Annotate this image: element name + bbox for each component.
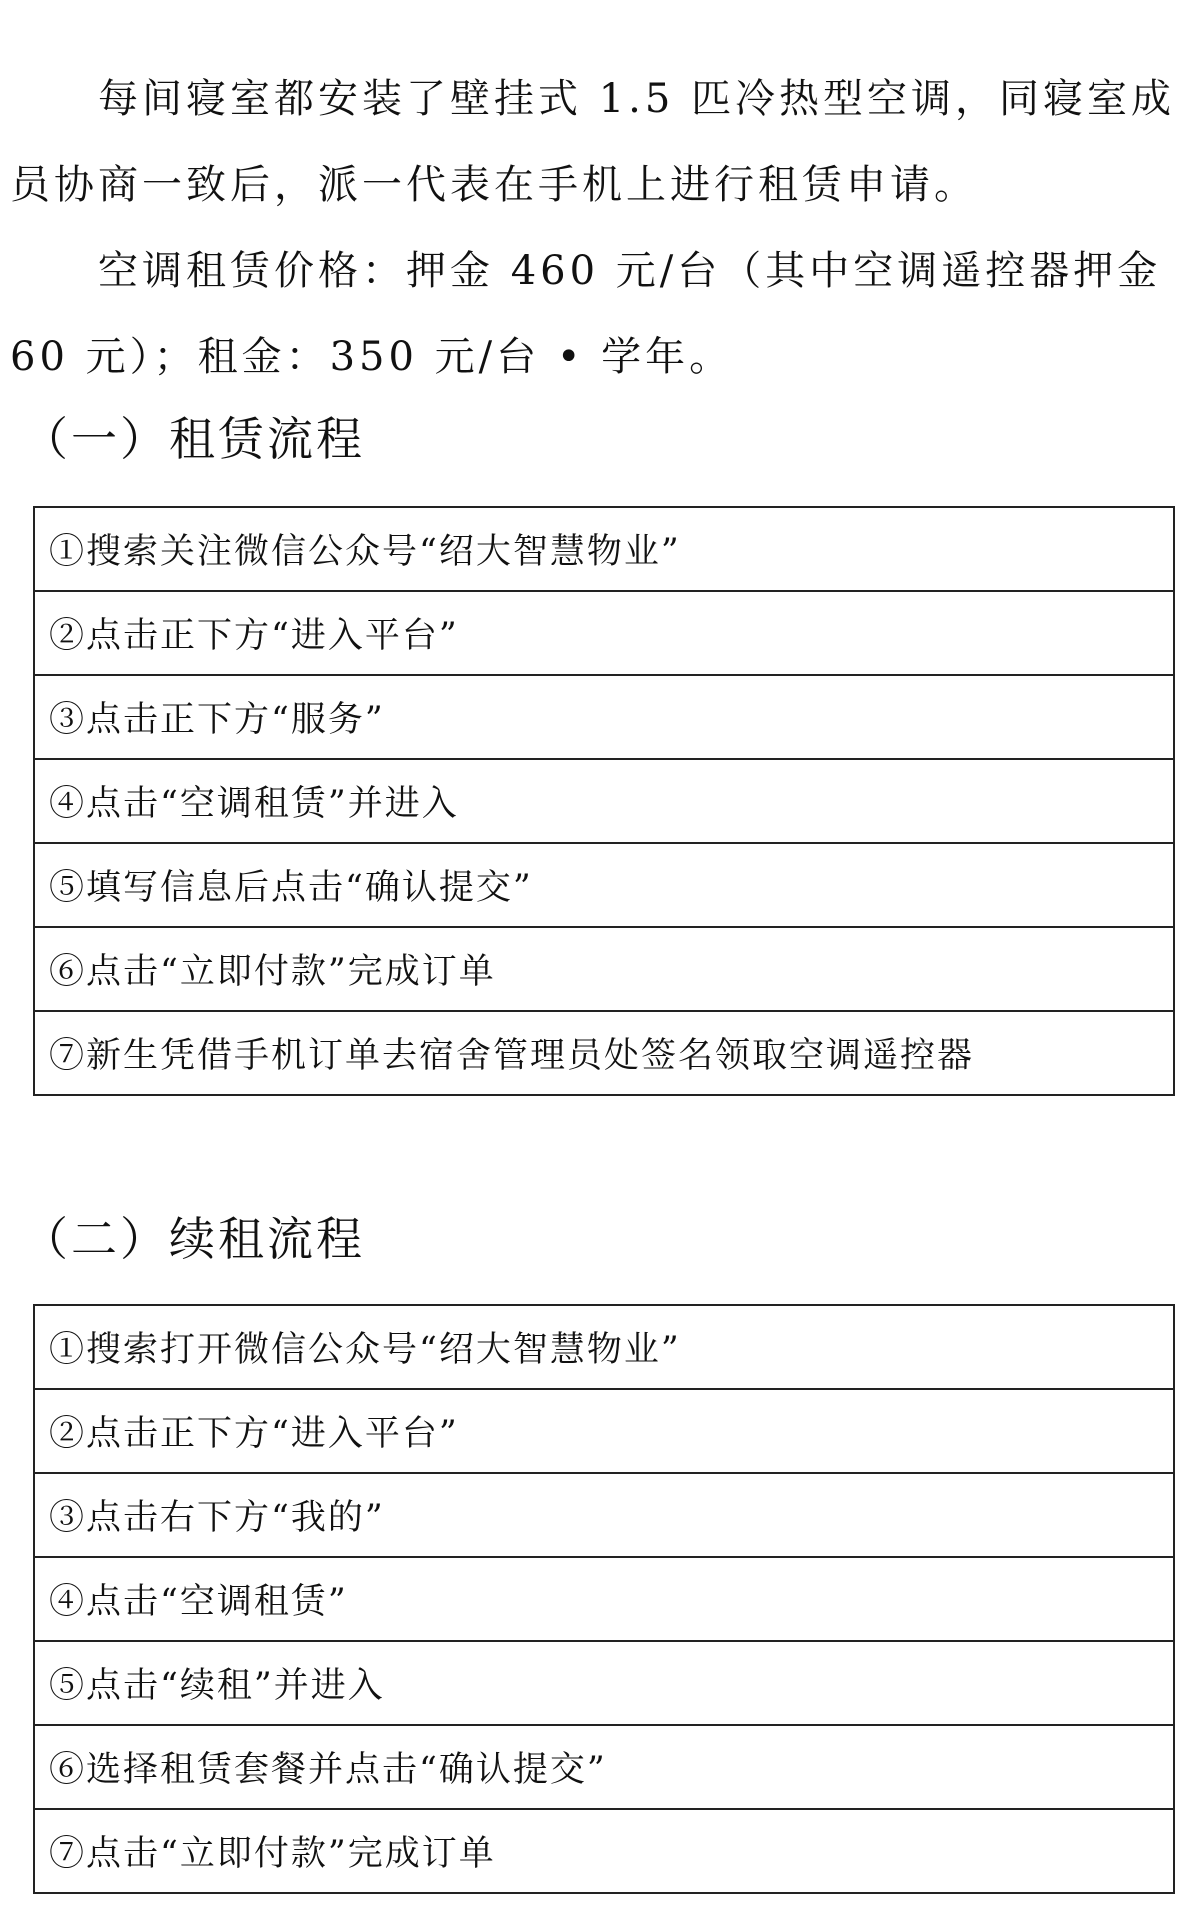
- intro-paragraph-installation: [10, 56, 1190, 228]
- table-row: [34, 591, 1174, 675]
- table-row: [34, 1641, 1174, 1725]
- renewal-step-4: ④点击“空调租赁”: [34, 1557, 1174, 1641]
- table-row: [34, 1557, 1174, 1641]
- renewal-process-heading: （二）续租流程: [22, 1212, 365, 1266]
- table-row: [34, 1389, 1174, 1473]
- rental-step-4: ④点击“空调租赁”并进入: [34, 759, 1174, 843]
- rental-process-heading: （一）租赁流程: [22, 412, 365, 466]
- renewal-step-5: ⑤点击“续租”并进入: [34, 1641, 1174, 1725]
- rental-step-5: ⑤填写信息后点击“确认提交”: [34, 843, 1174, 927]
- renewal-step-1: ①搜索打开微信公众号“绍大智慧物业”: [49, 1330, 681, 1370]
- table-row: [34, 1305, 1174, 1389]
- table-row: [34, 1725, 1174, 1809]
- rental-step-6: ⑥点击“立即付款”完成订单: [34, 927, 1174, 1011]
- rental-step-7: ⑦新生凭借手机订单去宿舍管理员处签名领取空调遥控器: [34, 1011, 1174, 1095]
- rental-steps-table: [33, 506, 1175, 1096]
- table-row: [34, 927, 1174, 1011]
- table-row: [34, 759, 1174, 843]
- renewal-step-3: ③点击右下方“我的”: [34, 1473, 1174, 1557]
- intro-paragraph-pricing-text: 空调租赁价格：押金 460 元/台（其中空调遥控器押金 60 元）；租金：350 元/台 • 学年。: [10, 248, 1162, 380]
- table-row: [34, 1011, 1174, 1095]
- rental-step-2: ②点击正下方“进入平台”: [34, 591, 1174, 675]
- intro-paragraph-installation-text: 每间寝室都安装了壁挂式 1.5 匹冷热型空调，同寝室成员协商一致后，派一代表在手机上进行租赁申请。: [10, 76, 1176, 208]
- renewal-steps-table: [33, 1304, 1175, 1894]
- table-row: [34, 1809, 1174, 1893]
- table-row: [34, 1473, 1174, 1557]
- renewal-step-6: ⑥选择租赁套餐并点击“确认提交”: [34, 1725, 1174, 1809]
- intro-paragraph-pricing: [10, 228, 1190, 400]
- table-row: [34, 675, 1174, 759]
- renewal-step-2: ②点击正下方“进入平台”: [34, 1389, 1174, 1473]
- renewal-step-7: ⑦点击“立即付款”完成订单: [34, 1809, 1174, 1893]
- rental-step-1: ①搜索关注微信公众号“绍大智慧物业”: [49, 532, 681, 572]
- rental-step-3: ③点击正下方“服务”: [34, 675, 1174, 759]
- table-row: [34, 843, 1174, 927]
- table-row: [34, 507, 1174, 591]
